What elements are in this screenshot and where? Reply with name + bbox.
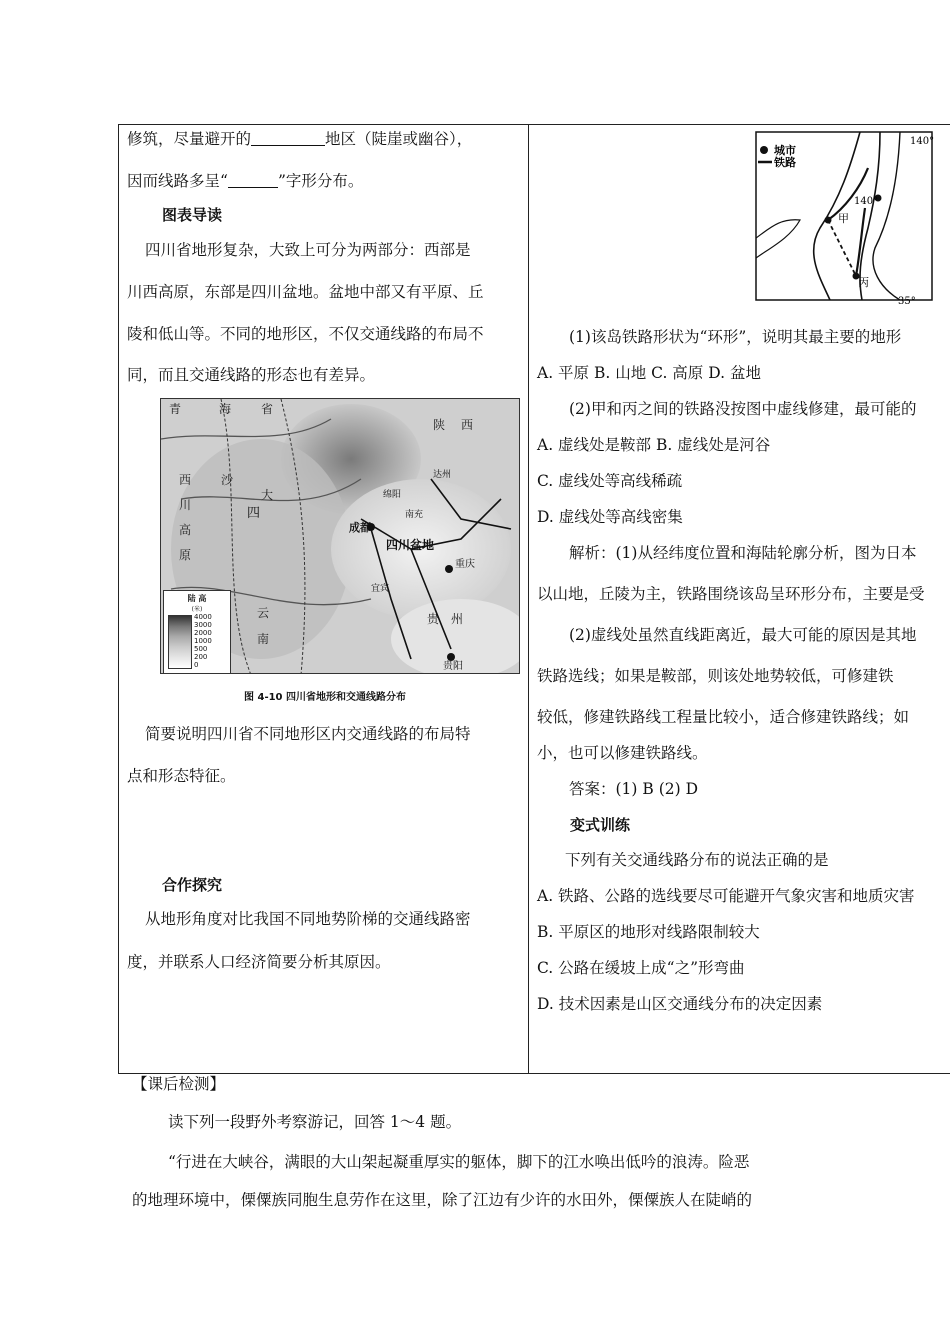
map-graphic (750, 128, 940, 304)
map-label: 海 (219, 402, 232, 416)
option-a[interactable]: A. 铁路、公路的选线要尽可能避开气象灾害和地质灾害 (537, 887, 915, 905)
legend-level: 0 (194, 661, 199, 669)
text: 地区（陡崖或幽谷）， (325, 130, 473, 148)
map-label: 青 (169, 402, 182, 416)
text: 修筑，尽量避开的 (127, 130, 252, 148)
map-label: 省 (261, 402, 274, 416)
analysis-line: 小，也可以修建铁路线。 (537, 744, 708, 762)
point-bing: 丙 (858, 276, 869, 289)
map-label: 南充 (405, 510, 424, 520)
analysis-line: (2)虚线处虽然直线距离近，最大可能的原因是其地 (569, 626, 917, 644)
heading-cooperation: 合作探究 (162, 876, 223, 894)
section-heading: 【课后检测】 (132, 1075, 226, 1093)
para1-line: 四川省地形复杂，大致上可分为两部分：西部是 (145, 241, 471, 259)
map-label: 大 (261, 488, 274, 502)
q1-text: (1)该岛铁路形状为“环形”，说明其最主要的地形 (569, 328, 902, 346)
prompt-line: 点和形态特征。 (127, 767, 236, 785)
map-label: 四川盆地 (386, 538, 435, 552)
latitude-label: 35° (898, 296, 916, 304)
fill-line-2 (127, 173, 363, 190)
para2-line: 度，并联系人口经济简要分析其原因。 (127, 953, 391, 971)
legend-title: 陆 高 (187, 594, 207, 603)
quote-line: “行进在大峡谷，满眼的大山架起凝重厚实的躯体，脚下的江水唤出低吟的浪涛。险恶 (168, 1153, 750, 1171)
option-d[interactable]: D. 技术因素是山区交通线分布的决定因素 (537, 995, 823, 1013)
map-label: 高 (179, 523, 192, 537)
para1-line: 同，而且交通线路的形态也有差异。 (127, 366, 376, 384)
map-label: 州 (451, 612, 464, 626)
q2-text: (2)甲和丙之间的铁路没按图中虚线修建，最可能的 (569, 400, 917, 418)
map-label: 陕 (433, 418, 446, 432)
map-label: 成都 (349, 521, 371, 534)
para2-line: 从地形角度对比我国不同地势阶梯的交通线路密 (145, 910, 471, 928)
fill-line-1 (127, 131, 472, 148)
legend-city: 城市 (774, 144, 796, 157)
q2-option-ab: A. 虚线处是鞍部 B. 虚线处是河谷 (537, 436, 771, 454)
answer-text: 答案：(1) B (2) D (569, 780, 699, 798)
para1-line: 陵和低山等。不同的地形区，不仅交通线路的布局不 (127, 325, 484, 343)
legend-unit: (米) (191, 606, 203, 613)
text: 因而线路多呈“ (127, 172, 228, 190)
para1-line: 川西高原，东部是四川盆地。盆地中部又有平原、丘 (127, 283, 484, 301)
legend-level: 500 (194, 645, 208, 653)
quote-line: 的地理环境中，傈僳族同胞生息劳作在这里，除了江边有少许的水田外，傈僳族人在陡峭的 (132, 1191, 753, 1209)
japan-railway-map (750, 128, 940, 304)
legend-level: 3000 (194, 621, 212, 629)
legend-level: 1000 (194, 637, 212, 645)
map-label: 川 (179, 498, 192, 512)
map-label: 宜宾 (371, 584, 390, 594)
text: ”字形分布。 (277, 172, 364, 190)
longitude-label: 140° (854, 196, 879, 207)
prompt-line: 简要说明四川省不同地形区内交通线路的布局特 (145, 725, 471, 743)
heading-chart-reading: 图表导读 (162, 206, 223, 224)
map-label: 达州 (433, 470, 452, 480)
analysis-line: 较低，修建铁路线工程量比较小，适合修建铁路线；如 (537, 708, 910, 726)
map-caption: 图 4-10 四川省地形和交通线路分布 (244, 692, 406, 703)
option-b[interactable]: B. 平原区的地形对线路限制较大 (537, 923, 760, 941)
analysis-line: 以山地，丘陵为主，铁路围绕该岛呈环形分布，主要是受 (537, 585, 925, 603)
legend-level: 200 (194, 653, 208, 661)
point-jia: 甲 (838, 212, 849, 225)
q2-option-c: C. 虚线处等高线稀疏 (537, 472, 683, 490)
legend-rail: 铁路 (774, 156, 796, 169)
q2-option-d: D. 虚线处等高线密集 (537, 508, 683, 526)
intro-text: 读下列一段野外考察游记，回答 1～4 题。 (168, 1113, 462, 1131)
map-label: 西 (461, 418, 474, 432)
map-label: 南 (257, 632, 270, 646)
answer-blank[interactable] (251, 131, 325, 146)
map-label: 原 (179, 548, 192, 562)
column-divider (528, 124, 529, 1074)
answer-blank[interactable] (228, 173, 278, 188)
map-label: 绵阳 (383, 490, 402, 500)
map-label: 贵阳 (443, 661, 463, 672)
option-c[interactable]: C. 公路在缓坡上成“之”形弯曲 (537, 959, 745, 977)
map-label: 沙 (221, 473, 234, 487)
heading-variant-practice: 变式训练 (570, 816, 631, 834)
map-label: 四 (247, 506, 261, 521)
q1-options: A. 平原 B. 山地 C. 高原 D. 盆地 (537, 364, 761, 382)
legend-swatch (168, 615, 192, 669)
legend-level: 2000 (194, 629, 212, 637)
analysis-line: 铁路选线；如果是鞍部，则该处地势较低，可修建铁 (537, 667, 894, 685)
question-text: 下列有关交通线路分布的说法正确的是 (565, 851, 829, 869)
map-label: 重庆 (455, 559, 475, 570)
map-label: 西 (179, 473, 192, 487)
legend-level: 4000 (194, 613, 212, 621)
map-label: 贵 (427, 612, 440, 626)
elevation-legend (163, 590, 231, 674)
map-label: 云 (257, 606, 270, 620)
analysis-line: 解析：(1)从经纬度位置和海陆轮廓分析，图为日本 (569, 544, 917, 562)
longitude-label-top: 140° (910, 136, 935, 147)
